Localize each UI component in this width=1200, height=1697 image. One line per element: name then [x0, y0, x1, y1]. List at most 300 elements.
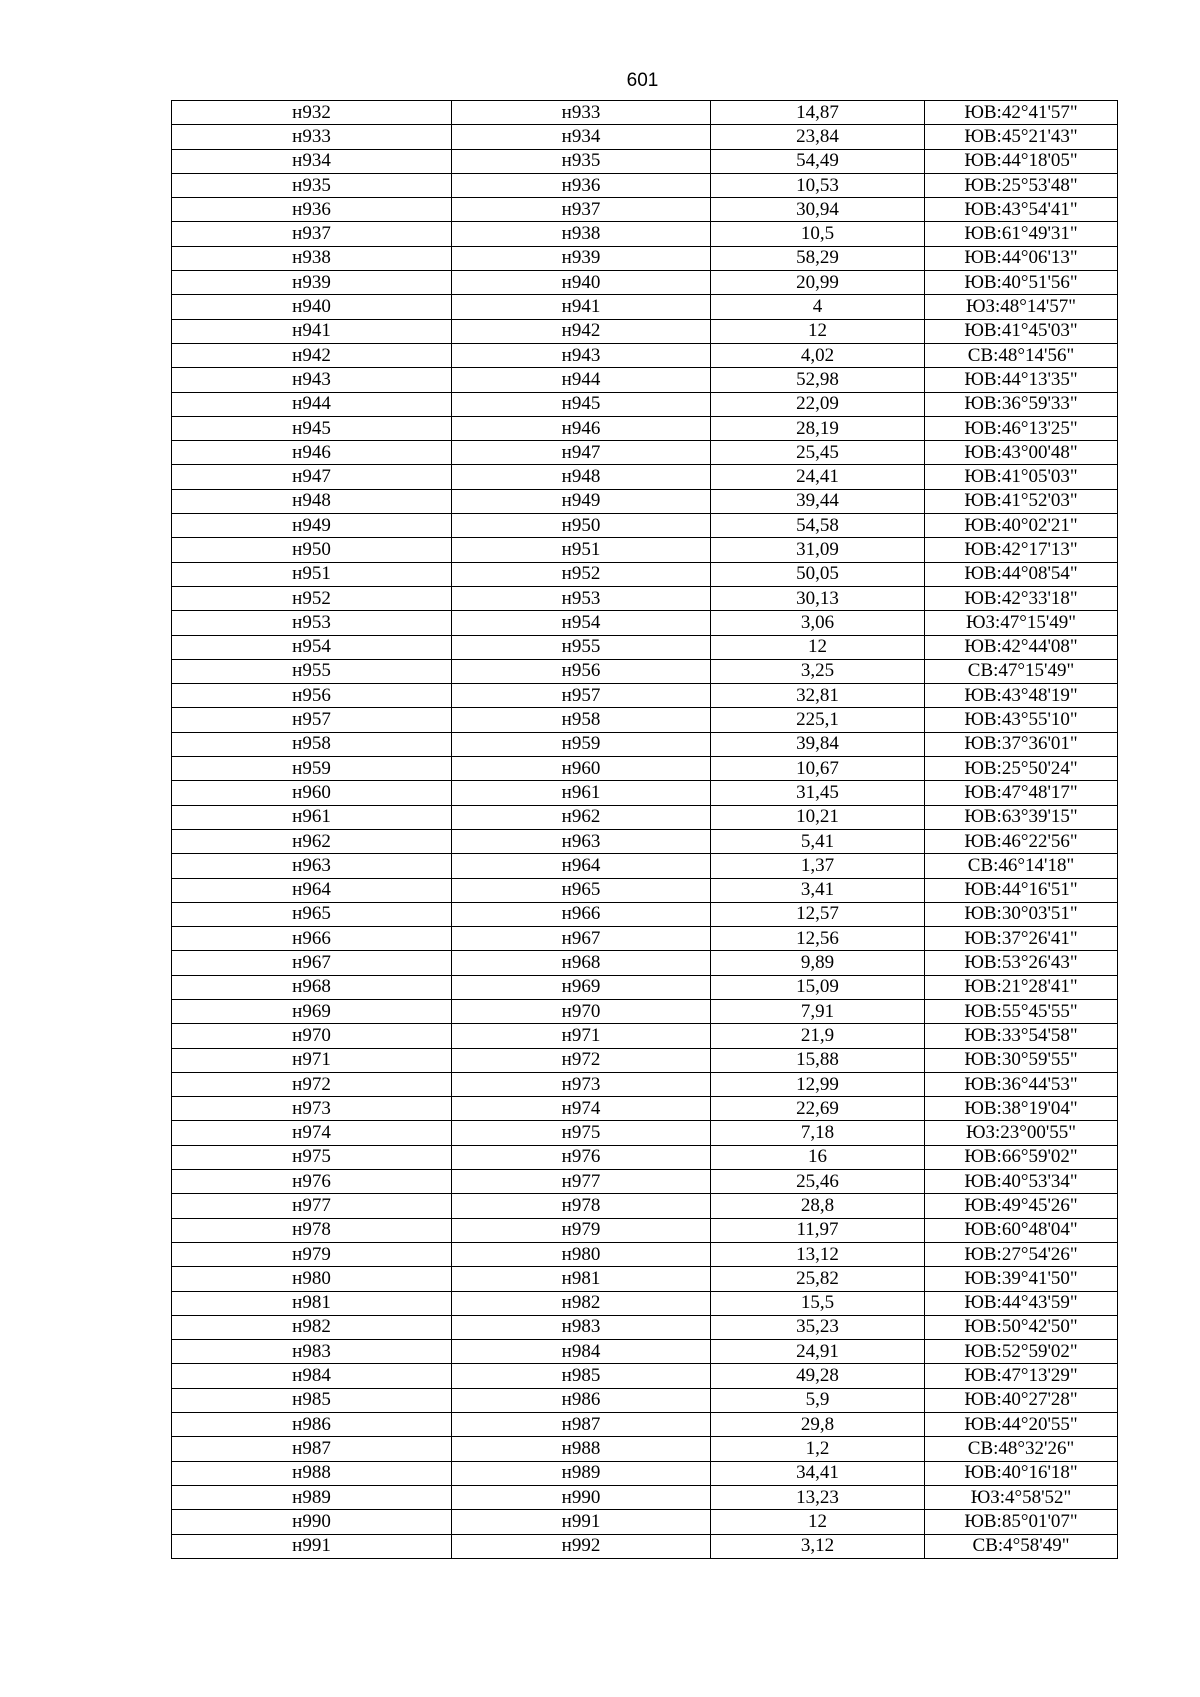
table-row — [172, 562, 1118, 586]
to-point-cell: н934 — [452, 125, 711, 149]
length-cell: 22,09 — [711, 392, 925, 416]
length-cell: 13,23 — [711, 1485, 925, 1509]
table-row — [172, 1437, 1118, 1461]
bearing-cell: ЮВ:44°18'05" — [925, 149, 1118, 173]
table-row — [172, 1097, 1118, 1121]
from-point-cell: н972 — [172, 1072, 452, 1096]
bearing-cell: ЮВ:44°06'13" — [925, 246, 1118, 270]
bearing-cell: ЮВ:43°48'19" — [925, 684, 1118, 708]
table-row — [172, 1194, 1118, 1218]
to-point-cell: н965 — [452, 878, 711, 902]
length-cell: 10,67 — [711, 757, 925, 781]
from-point-cell: н954 — [172, 635, 452, 659]
length-cell: 12 — [711, 319, 925, 343]
length-cell: 29,8 — [711, 1413, 925, 1437]
to-point-cell: н963 — [452, 829, 711, 853]
table-row — [172, 271, 1118, 295]
length-cell: 3,06 — [711, 611, 925, 635]
length-cell: 10,21 — [711, 805, 925, 829]
table-row — [172, 975, 1118, 999]
from-point-cell: н985 — [172, 1388, 452, 1412]
to-point-cell: н953 — [452, 586, 711, 610]
from-point-cell: н988 — [172, 1461, 452, 1485]
table-row — [172, 1485, 1118, 1509]
from-point-cell: н932 — [172, 101, 452, 125]
table-row — [172, 1534, 1118, 1558]
length-cell: 7,18 — [711, 1121, 925, 1145]
bearing-cell: ЮВ:43°54'41" — [925, 198, 1118, 222]
table-row — [172, 829, 1118, 853]
table-row — [172, 198, 1118, 222]
from-point-cell: н971 — [172, 1048, 452, 1072]
table-row — [172, 441, 1118, 465]
from-point-cell: н933 — [172, 125, 452, 149]
length-cell: 4 — [711, 295, 925, 319]
to-point-cell: н943 — [452, 343, 711, 367]
length-cell: 54,49 — [711, 149, 925, 173]
table-row — [172, 1072, 1118, 1096]
table-row — [172, 708, 1118, 732]
length-cell: 1,37 — [711, 854, 925, 878]
from-point-cell: н958 — [172, 732, 452, 756]
bearing-cell: ЮВ:50°42'50" — [925, 1315, 1118, 1339]
from-point-cell: н984 — [172, 1364, 452, 1388]
to-point-cell: н940 — [452, 271, 711, 295]
from-point-cell: н949 — [172, 514, 452, 538]
length-cell: 34,41 — [711, 1461, 925, 1485]
bearing-cell: СВ:47°15'49" — [925, 659, 1118, 683]
bearing-cell: ЮВ:41°45'03" — [925, 319, 1118, 343]
from-point-cell: н990 — [172, 1510, 452, 1534]
to-point-cell: н959 — [452, 732, 711, 756]
length-cell: 32,81 — [711, 684, 925, 708]
length-cell: 23,84 — [711, 125, 925, 149]
bearing-cell: ЮВ:42°17'13" — [925, 538, 1118, 562]
table-row — [172, 1315, 1118, 1339]
from-point-cell: н934 — [172, 149, 452, 173]
from-point-cell: н945 — [172, 416, 452, 440]
from-point-cell: н962 — [172, 829, 452, 853]
length-cell: 13,12 — [711, 1242, 925, 1266]
table-row — [172, 805, 1118, 829]
to-point-cell: н991 — [452, 1510, 711, 1534]
from-point-cell: н986 — [172, 1413, 452, 1437]
to-point-cell: н975 — [452, 1121, 711, 1145]
table-row — [172, 1218, 1118, 1242]
from-point-cell: н973 — [172, 1097, 452, 1121]
bearing-cell: ЮВ:63°39'15" — [925, 805, 1118, 829]
length-cell: 1,2 — [711, 1437, 925, 1461]
bearing-cell: ЮВ:25°50'24" — [925, 757, 1118, 781]
table-row — [172, 1291, 1118, 1315]
length-cell: 20,99 — [711, 271, 925, 295]
to-point-cell: н954 — [452, 611, 711, 635]
length-cell: 7,91 — [711, 999, 925, 1023]
page-number: 601 — [626, 70, 659, 91]
bearing-cell: ЮВ:44°13'35" — [925, 368, 1118, 392]
table-row — [172, 1510, 1118, 1534]
to-point-cell: н935 — [452, 149, 711, 173]
length-cell: 5,41 — [711, 829, 925, 853]
to-point-cell: н966 — [452, 902, 711, 926]
length-cell: 28,8 — [711, 1194, 925, 1218]
length-cell: 15,09 — [711, 975, 925, 999]
to-point-cell: н969 — [452, 975, 711, 999]
to-point-cell: н941 — [452, 295, 711, 319]
length-cell: 22,69 — [711, 1097, 925, 1121]
length-cell: 10,5 — [711, 222, 925, 246]
bearing-cell: ЮВ:40°53'34" — [925, 1170, 1118, 1194]
from-point-cell: н977 — [172, 1194, 452, 1218]
bearing-cell: ЮВ:33°54'58" — [925, 1024, 1118, 1048]
to-point-cell: н947 — [452, 441, 711, 465]
table-row — [172, 101, 1118, 125]
from-point-cell: н974 — [172, 1121, 452, 1145]
from-point-cell: н969 — [172, 999, 452, 1023]
to-point-cell: н949 — [452, 489, 711, 513]
table-row — [172, 757, 1118, 781]
to-point-cell: н972 — [452, 1048, 711, 1072]
table-row — [172, 854, 1118, 878]
bearing-cell: ЮВ:41°05'03" — [925, 465, 1118, 489]
table-row — [172, 368, 1118, 392]
table-row — [172, 489, 1118, 513]
length-cell: 24,41 — [711, 465, 925, 489]
to-point-cell: н955 — [452, 635, 711, 659]
table-body — [172, 101, 1118, 1559]
from-point-cell: н940 — [172, 295, 452, 319]
bearing-cell: ЮВ:44°08'54" — [925, 562, 1118, 586]
length-cell: 30,94 — [711, 198, 925, 222]
table-row — [172, 732, 1118, 756]
from-point-cell: н978 — [172, 1218, 452, 1242]
bearing-cell: ЮВ:42°33'18" — [925, 586, 1118, 610]
to-point-cell: н984 — [452, 1340, 711, 1364]
table-row — [172, 611, 1118, 635]
table-row — [172, 1242, 1118, 1266]
from-point-cell: н980 — [172, 1267, 452, 1291]
table-row — [172, 684, 1118, 708]
bearing-cell: ЮВ:43°00'48" — [925, 441, 1118, 465]
to-point-cell: н967 — [452, 927, 711, 951]
from-point-cell: н957 — [172, 708, 452, 732]
bearing-cell: ЮВ:37°26'41" — [925, 927, 1118, 951]
table-row — [172, 586, 1118, 610]
length-cell: 35,23 — [711, 1315, 925, 1339]
bearing-cell: ЮВ:44°16'51" — [925, 878, 1118, 902]
bearing-cell: ЮВ:38°19'04" — [925, 1097, 1118, 1121]
from-point-cell: н983 — [172, 1340, 452, 1364]
table-row — [172, 465, 1118, 489]
length-cell: 52,98 — [711, 368, 925, 392]
bearing-cell: ЮЗ:4°58'52" — [925, 1485, 1118, 1509]
from-point-cell: н939 — [172, 271, 452, 295]
table-row — [172, 781, 1118, 805]
from-point-cell: н965 — [172, 902, 452, 926]
from-point-cell: н989 — [172, 1485, 452, 1509]
to-point-cell: н951 — [452, 538, 711, 562]
length-cell: 25,46 — [711, 1170, 925, 1194]
table-row — [172, 635, 1118, 659]
length-cell: 25,45 — [711, 441, 925, 465]
bearing-cell: ЮВ:44°20'55" — [925, 1413, 1118, 1437]
table-row — [172, 999, 1118, 1023]
bearing-cell: ЮВ:49°45'26" — [925, 1194, 1118, 1218]
table-row — [172, 927, 1118, 951]
bearing-cell: ЮВ:40°02'21" — [925, 514, 1118, 538]
bearing-cell: ЮВ:36°59'33" — [925, 392, 1118, 416]
bearing-cell: ЮВ:46°22'56" — [925, 829, 1118, 853]
bearing-cell: ЮЗ:23°00'55" — [925, 1121, 1118, 1145]
length-cell: 12,57 — [711, 902, 925, 926]
to-point-cell: н938 — [452, 222, 711, 246]
to-point-cell: н977 — [452, 1170, 711, 1194]
length-cell: 12 — [711, 635, 925, 659]
to-point-cell: н961 — [452, 781, 711, 805]
from-point-cell: н947 — [172, 465, 452, 489]
bearing-cell: ЮВ:37°36'01" — [925, 732, 1118, 756]
length-cell: 25,82 — [711, 1267, 925, 1291]
to-point-cell: н964 — [452, 854, 711, 878]
length-cell: 4,02 — [711, 343, 925, 367]
from-point-cell: н959 — [172, 757, 452, 781]
bearing-cell: ЮВ:42°41'57" — [925, 101, 1118, 125]
table-row — [172, 149, 1118, 173]
to-point-cell: н952 — [452, 562, 711, 586]
length-cell: 39,44 — [711, 489, 925, 513]
to-point-cell: н978 — [452, 1194, 711, 1218]
from-point-cell: н948 — [172, 489, 452, 513]
to-point-cell: н968 — [452, 951, 711, 975]
length-cell: 15,88 — [711, 1048, 925, 1072]
bearing-cell: ЮВ:36°44'53" — [925, 1072, 1118, 1096]
from-point-cell: н952 — [172, 586, 452, 610]
from-point-cell: н943 — [172, 368, 452, 392]
from-point-cell: н976 — [172, 1170, 452, 1194]
from-point-cell: н944 — [172, 392, 452, 416]
from-point-cell: н941 — [172, 319, 452, 343]
to-point-cell: н982 — [452, 1291, 711, 1315]
to-point-cell: н976 — [452, 1145, 711, 1169]
to-point-cell: н939 — [452, 246, 711, 270]
bearing-cell: ЮВ:61°49'31" — [925, 222, 1118, 246]
length-cell: 9,89 — [711, 951, 925, 975]
from-point-cell: н946 — [172, 441, 452, 465]
bearing-cell: ЮВ:53°26'43" — [925, 951, 1118, 975]
table-row — [172, 878, 1118, 902]
table-row — [172, 319, 1118, 343]
bearing-cell: ЮВ:44°43'59" — [925, 1291, 1118, 1315]
table-row — [172, 125, 1118, 149]
length-cell: 3,41 — [711, 878, 925, 902]
length-cell: 15,5 — [711, 1291, 925, 1315]
length-cell: 50,05 — [711, 562, 925, 586]
to-point-cell: н933 — [452, 101, 711, 125]
from-point-cell: н956 — [172, 684, 452, 708]
from-point-cell: н950 — [172, 538, 452, 562]
table-row — [172, 246, 1118, 270]
bearing-cell: ЮВ:27°54'26" — [925, 1242, 1118, 1266]
length-cell: 30,13 — [711, 586, 925, 610]
bearing-cell: ЮЗ:47°15'49" — [925, 611, 1118, 635]
length-cell: 49,28 — [711, 1364, 925, 1388]
bearing-cell: ЮВ:39°41'50" — [925, 1267, 1118, 1291]
to-point-cell: н979 — [452, 1218, 711, 1242]
to-point-cell: н956 — [452, 659, 711, 683]
table-row — [172, 1170, 1118, 1194]
length-cell: 31,09 — [711, 538, 925, 562]
to-point-cell: н990 — [452, 1485, 711, 1509]
bearing-cell: ЮВ:47°48'17" — [925, 781, 1118, 805]
to-point-cell: н973 — [452, 1072, 711, 1096]
length-cell: 225,1 — [711, 708, 925, 732]
from-point-cell: н964 — [172, 878, 452, 902]
to-point-cell: н948 — [452, 465, 711, 489]
to-point-cell: н946 — [452, 416, 711, 440]
to-point-cell: н980 — [452, 1242, 711, 1266]
table-row — [172, 902, 1118, 926]
length-cell: 16 — [711, 1145, 925, 1169]
bearing-cell: ЮВ:21°28'41" — [925, 975, 1118, 999]
bearing-cell: ЮЗ:48°14'57" — [925, 295, 1118, 319]
table-row — [172, 1388, 1118, 1412]
length-cell: 58,29 — [711, 246, 925, 270]
from-point-cell: н968 — [172, 975, 452, 999]
bearing-cell: ЮВ:60°48'04" — [925, 1218, 1118, 1242]
table-row — [172, 1461, 1118, 1485]
table-row — [172, 173, 1118, 197]
length-cell: 3,25 — [711, 659, 925, 683]
table-row — [172, 951, 1118, 975]
bearing-cell: СВ:48°14'56" — [925, 343, 1118, 367]
to-point-cell: н945 — [452, 392, 711, 416]
from-point-cell: н979 — [172, 1242, 452, 1266]
table-row — [172, 1145, 1118, 1169]
bearing-cell: ЮВ:40°16'18" — [925, 1461, 1118, 1485]
to-point-cell: н988 — [452, 1437, 711, 1461]
from-point-cell: н936 — [172, 198, 452, 222]
table-row — [172, 1048, 1118, 1072]
from-point-cell: н942 — [172, 343, 452, 367]
to-point-cell: н974 — [452, 1097, 711, 1121]
to-point-cell: н950 — [452, 514, 711, 538]
bearing-cell: ЮВ:46°13'25" — [925, 416, 1118, 440]
bearing-cell: ЮВ:55°45'55" — [925, 999, 1118, 1023]
length-cell: 3,12 — [711, 1534, 925, 1558]
bearing-cell: ЮВ:40°27'28" — [925, 1388, 1118, 1412]
bearing-cell: ЮВ:52°59'02" — [925, 1340, 1118, 1364]
from-point-cell: н981 — [172, 1291, 452, 1315]
from-point-cell: н955 — [172, 659, 452, 683]
table-row — [172, 659, 1118, 683]
from-point-cell: н938 — [172, 246, 452, 270]
length-cell: 10,53 — [711, 173, 925, 197]
from-point-cell: н937 — [172, 222, 452, 246]
from-point-cell: н951 — [172, 562, 452, 586]
from-point-cell: н975 — [172, 1145, 452, 1169]
to-point-cell: н942 — [452, 319, 711, 343]
length-cell: 31,45 — [711, 781, 925, 805]
from-point-cell: н991 — [172, 1534, 452, 1558]
bearing-cell: ЮВ:85°01'07" — [925, 1510, 1118, 1534]
from-point-cell: н963 — [172, 854, 452, 878]
from-point-cell: н967 — [172, 951, 452, 975]
table-row — [172, 1267, 1118, 1291]
from-point-cell: н982 — [172, 1315, 452, 1339]
length-cell: 12 — [711, 1510, 925, 1534]
table-row — [172, 416, 1118, 440]
to-point-cell: н971 — [452, 1024, 711, 1048]
bearing-cell: ЮВ:40°51'56" — [925, 271, 1118, 295]
bearing-cell: ЮВ:43°55'10" — [925, 708, 1118, 732]
length-cell: 5,9 — [711, 1388, 925, 1412]
from-point-cell: н960 — [172, 781, 452, 805]
table-row — [172, 222, 1118, 246]
table-row — [172, 1340, 1118, 1364]
to-point-cell: н981 — [452, 1267, 711, 1291]
to-point-cell: н989 — [452, 1461, 711, 1485]
length-cell: 54,58 — [711, 514, 925, 538]
table-row — [172, 1413, 1118, 1437]
bearing-cell: ЮВ:45°21'43" — [925, 125, 1118, 149]
length-cell: 21,9 — [711, 1024, 925, 1048]
length-cell: 12,56 — [711, 927, 925, 951]
length-cell: 39,84 — [711, 732, 925, 756]
to-point-cell: н983 — [452, 1315, 711, 1339]
to-point-cell: н962 — [452, 805, 711, 829]
to-point-cell: н992 — [452, 1534, 711, 1558]
table-row — [172, 295, 1118, 319]
to-point-cell: н958 — [452, 708, 711, 732]
bearing-cell: ЮВ:25°53'48" — [925, 173, 1118, 197]
bearing-cell: ЮВ:41°52'03" — [925, 489, 1118, 513]
length-cell: 24,91 — [711, 1340, 925, 1364]
length-cell: 11,97 — [711, 1218, 925, 1242]
from-point-cell: н953 — [172, 611, 452, 635]
table-row — [172, 392, 1118, 416]
length-cell: 14,87 — [711, 101, 925, 125]
table-row — [172, 1121, 1118, 1145]
bearing-cell: ЮВ:30°59'55" — [925, 1048, 1118, 1072]
table-row — [172, 538, 1118, 562]
from-point-cell: н987 — [172, 1437, 452, 1461]
to-point-cell: н957 — [452, 684, 711, 708]
to-point-cell: н986 — [452, 1388, 711, 1412]
bearing-cell: ЮВ:47°13'29" — [925, 1364, 1118, 1388]
to-point-cell: н960 — [452, 757, 711, 781]
bearing-cell: ЮВ:42°44'08" — [925, 635, 1118, 659]
bearing-cell: ЮВ:30°03'51" — [925, 902, 1118, 926]
bearing-cell: СВ:46°14'18" — [925, 854, 1118, 878]
to-point-cell: н970 — [452, 999, 711, 1023]
from-point-cell: н961 — [172, 805, 452, 829]
bearing-cell: СВ:48°32'26" — [925, 1437, 1118, 1461]
bearing-cell: ЮВ:66°59'02" — [925, 1145, 1118, 1169]
from-point-cell: н966 — [172, 927, 452, 951]
table-row — [172, 514, 1118, 538]
to-point-cell: н987 — [452, 1413, 711, 1437]
table-row — [172, 1024, 1118, 1048]
to-point-cell: н944 — [452, 368, 711, 392]
table-row — [172, 1364, 1118, 1388]
length-cell: 28,19 — [711, 416, 925, 440]
table-row — [172, 343, 1118, 367]
to-point-cell: н985 — [452, 1364, 711, 1388]
from-point-cell: н935 — [172, 173, 452, 197]
boundary-points-table — [171, 100, 1118, 1559]
to-point-cell: н937 — [452, 198, 711, 222]
bearing-cell: СВ:4°58'49" — [925, 1534, 1118, 1558]
